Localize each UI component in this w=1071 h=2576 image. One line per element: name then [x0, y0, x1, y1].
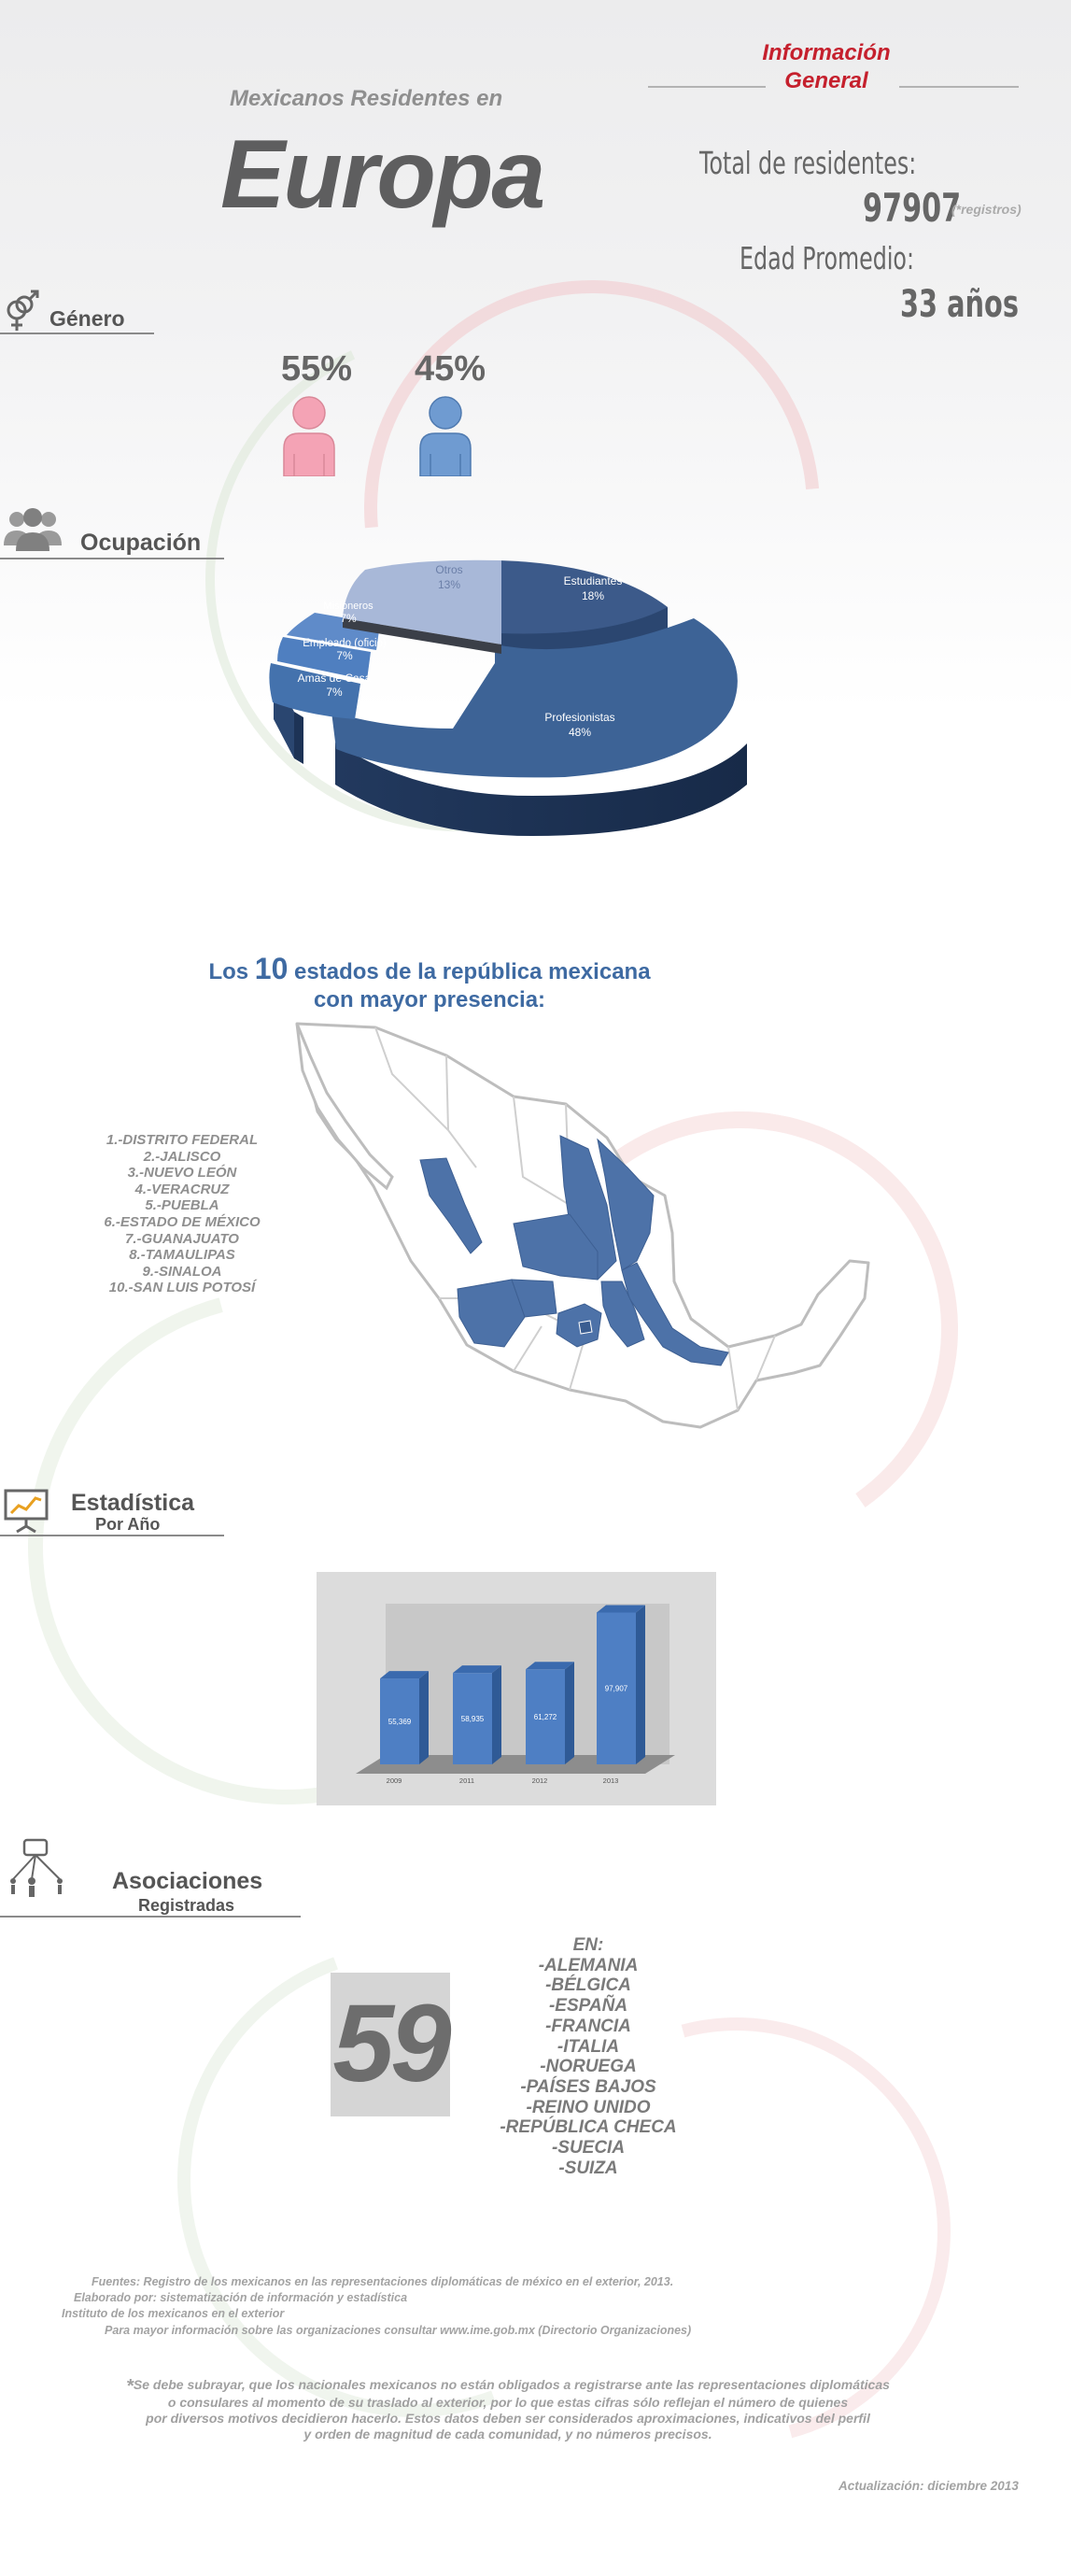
- associations-title: Asociaciones: [112, 1868, 263, 1894]
- divider: [0, 1916, 301, 1918]
- state-distrito-federal: [579, 1321, 592, 1334]
- countries-heading: EN:: [572, 1935, 604, 1955]
- country-item: -SUIZA: [558, 2158, 618, 2178]
- country-item: -FRANCIA: [545, 2016, 631, 2036]
- source-line: Fuentes: Registro de los mexicanos en las representaciones diplomáticas de méxico en el exterior, 2013.: [92, 2275, 674, 2288]
- state-item: 3.-NUEVO LEÓN: [127, 1165, 237, 1182]
- people-group-icon: [2, 504, 63, 553]
- countries-list: [467, 1935, 710, 2178]
- bar-category-label: 2011: [458, 1776, 475, 1785]
- divider: [899, 86, 1019, 88]
- note-line: Se debe subrayar, que los nacionales mexicanos no están obligados a registrarse ante las representaciones diplomáticas: [133, 2377, 890, 2392]
- country-item: -REPÚBLICA CHECA: [500, 2117, 677, 2138]
- female-person-icon: [280, 396, 338, 476]
- average-age-label: Edad Promedio:: [740, 240, 914, 276]
- stats-subtitle: Por Año: [95, 1515, 161, 1534]
- source-line: Elaborado por: sistematización de información y estadística: [74, 2291, 408, 2304]
- male-percentage: 45%: [415, 349, 486, 389]
- divider: [0, 1535, 224, 1536]
- bar-value-label: 55,369: [388, 1718, 412, 1727]
- male-person-icon: [416, 396, 474, 476]
- divider: [648, 86, 766, 88]
- female-percentage: 55%: [281, 349, 353, 389]
- state-item: 1.-DISTRITO FEDERAL: [106, 1132, 259, 1148]
- states-title: [168, 952, 691, 1014]
- state-item: 9.-SINALOA: [142, 1263, 222, 1280]
- total-residents-label: Total de residentes:: [699, 145, 917, 181]
- update-date: Actualización: diciembre 2013: [838, 2479, 1019, 2493]
- pie-label-amas-de-casa: Amas de Casa: [297, 672, 372, 685]
- country-item: -ALEMANIA: [538, 1955, 639, 1975]
- country-item: -NORUEGA: [540, 2057, 637, 2077]
- state-item: 7.-GUANAJUATO: [125, 1230, 239, 1247]
- state-item: 8.-TAMAULIPAS: [129, 1247, 235, 1264]
- divider: [0, 333, 154, 334]
- state-item: 10.-SAN LUIS POTOSÍ: [108, 1280, 256, 1296]
- average-age-value: 33 años: [900, 283, 1019, 326]
- pie-label-otros: Otros: [435, 563, 463, 576]
- note-line: o consulares al momento de su traslado al exterior, por lo que estas cifras sólo reflejan el número de quienes: [167, 2395, 849, 2410]
- stats-title: Estadística: [71, 1490, 195, 1516]
- bar-category-label: 2009: [386, 1776, 402, 1785]
- pie-value-amas-de-casa: 7%: [326, 686, 343, 699]
- chart-board-icon: [2, 1487, 50, 1534]
- gender-title: Género: [49, 306, 125, 331]
- page-title: Europa: [220, 120, 544, 229]
- state-item: 5.-PUEBLA: [145, 1197, 219, 1214]
- pie-value-profesionistas: 48%: [568, 726, 592, 739]
- organization-icon: [6, 1838, 67, 1898]
- asterisk: *: [126, 2376, 134, 2397]
- country-item: -SUECIA: [551, 2138, 626, 2158]
- occupation-title: Ocupación: [80, 530, 202, 556]
- pie-label-estudiantes: Estudiantes: [563, 574, 623, 587]
- source-line: Instituto de los mexicanos en el exterior: [62, 2307, 285, 2320]
- states-title-number: 10: [254, 952, 289, 985]
- mexico-map: [289, 1018, 878, 1438]
- associations-subtitle: Registradas: [138, 1896, 235, 1915]
- pie-value-otros: 13%: [437, 578, 461, 591]
- info-title-line2: General: [784, 68, 868, 93]
- bar-category-label: 2013: [602, 1776, 619, 1785]
- disclaimer-note: [116, 2377, 900, 2442]
- header-subtitle: Mexicanos Residentes en: [230, 86, 503, 111]
- pie-value-misioneros: 7%: [340, 612, 357, 625]
- total-residents-value: 97907: [863, 185, 962, 231]
- pie-label-profesionistas: Profesionistas: [544, 711, 615, 724]
- states-title-line2: con mayor presencia:: [313, 987, 546, 1012]
- country-item: -PAÍSES BAJOS: [520, 2076, 656, 2097]
- annual-bar-chart: [317, 1572, 716, 1805]
- states-list: [84, 1132, 280, 1296]
- state-item: 4.-VERACRUZ: [134, 1181, 230, 1197]
- note-line: y orden de magnitud de cada comunidad, y no números precisos.: [303, 2427, 712, 2442]
- bar-value-label: 58,935: [460, 1715, 485, 1724]
- pie-value-estudiantes: 18%: [581, 589, 605, 602]
- bar-value-label: 61,272: [533, 1713, 557, 1722]
- total-residents-note: (*registros): [951, 202, 1022, 217]
- country-item: -BÉLGICA: [545, 1975, 631, 1996]
- pie-label-empleado: Empleado (oficio): [303, 638, 387, 649]
- country-item: -ITALIA: [557, 2036, 620, 2057]
- states-title-prefix: Los: [208, 959, 249, 984]
- states-title-rest: estados de la república mexicana: [294, 959, 651, 984]
- state-item: 6.-ESTADO DE MÉXICO: [104, 1213, 261, 1230]
- country-item: -REINO UNIDO: [526, 2097, 651, 2117]
- pie-label-misioneros: Misioneros: [323, 601, 373, 612]
- note-line: por diversos motivos decidieron hacerlo. Estos datos deben ser considerados aproximaciones, indicativos del perfil: [146, 2411, 870, 2426]
- country-item: -ESPAÑA: [548, 1996, 628, 2017]
- bar-category-label: 2012: [531, 1776, 548, 1785]
- info-title-line1: Información: [762, 40, 891, 65]
- bar-value-label: 97,907: [604, 1684, 628, 1693]
- associations-count: 59: [332, 1982, 448, 2105]
- divider: [0, 558, 224, 559]
- gender-icon: [4, 290, 41, 334]
- pie-value-empleado: 7%: [336, 649, 353, 662]
- state-item: 2.-JALISCO: [143, 1148, 221, 1165]
- occupation-pie-chart: [266, 551, 761, 850]
- source-line: Para mayor información sobre las organizaciones consultar www.ime.gob.mx (Directorio Organizaciones): [105, 2324, 692, 2337]
